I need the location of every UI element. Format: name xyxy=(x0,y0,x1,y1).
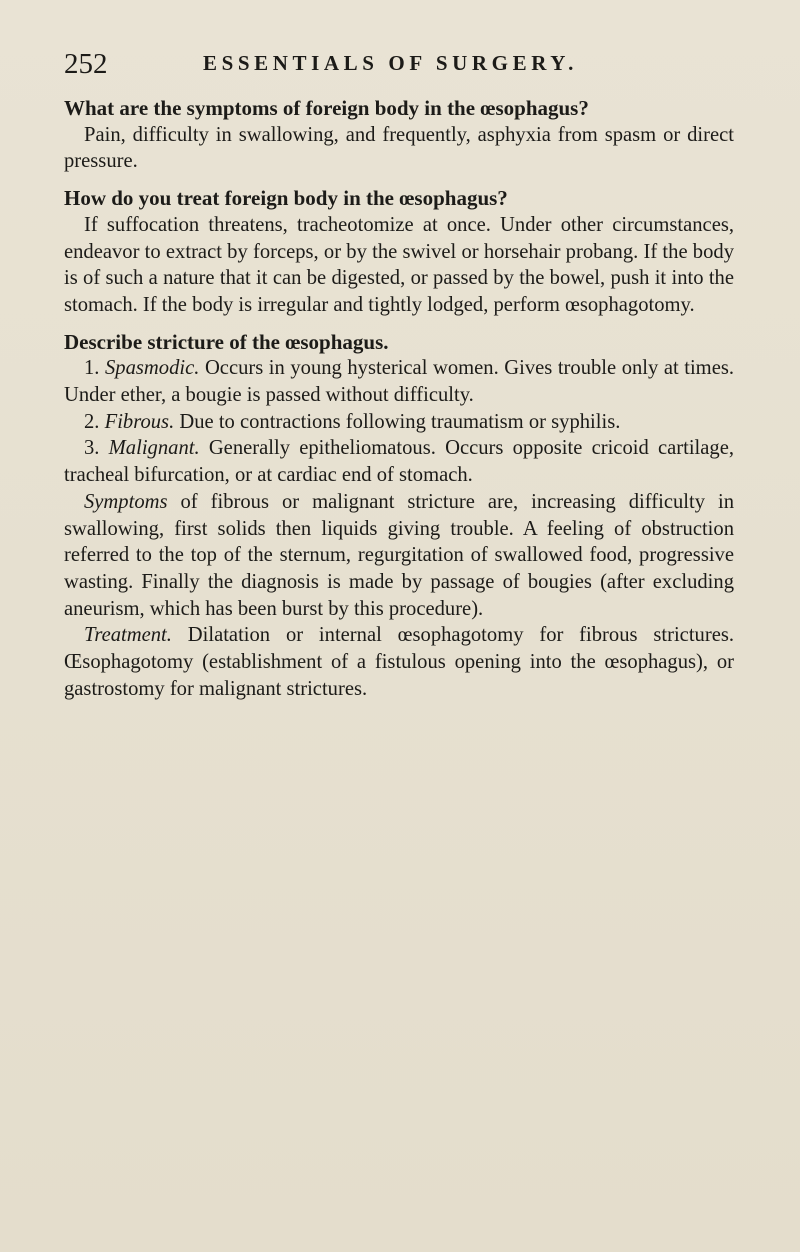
list-item xyxy=(64,409,734,436)
page-header xyxy=(64,48,704,82)
item-number: 1. xyxy=(84,357,100,380)
treatment-text: Dilatation or internal œsophagotomy for fibrous strictures. Œsophagotomy (establishment of a fistulous opening into the œsophagus), or gastrostomy for malignant strictures. xyxy=(64,624,734,700)
item-text: Generally epitheliomatous. Occurs opposite cricoid cartilage, tracheal bifurcation, or at cardiac end of stomach. xyxy=(64,437,734,487)
answer-paragraph: If suffocation threatens, tracheotomize at once. Under other circumstances, endeavor to extract by forceps, or by the swivel or horsehair probang. If the body is of such a nature that it can be digested, or passed by the bowel, push it into the stomach. If the body is irregular and tightly lodged, perform œsophagotomy. xyxy=(64,213,734,316)
question-heading: Describe stricture of the œsophagus. xyxy=(64,329,389,354)
item-term: Spasmodic. xyxy=(105,357,200,380)
item-term: Fibrous. xyxy=(104,410,175,433)
question-heading: What are the symptoms of foreign body in the œsophagus? xyxy=(64,96,589,120)
question-heading: How do you treat foreign body in the œsophagus? xyxy=(64,186,508,211)
answer-paragraph: Pain, difficulty in swallowing, and frequently, asphyxia from spasm or direct pressure. xyxy=(64,123,734,173)
item-number: 3. xyxy=(84,437,100,460)
item-text: Due to contractions following traumatism or syphilis. xyxy=(179,410,621,433)
list-item xyxy=(64,355,734,408)
list-item xyxy=(64,435,734,488)
page-number: 252 xyxy=(64,48,108,80)
treatment-paragraph xyxy=(64,622,734,702)
running-head: ESSENTIALS OF SURGERY. xyxy=(203,51,578,75)
item-number: 2. xyxy=(84,410,100,433)
treatment-term: Treatment. xyxy=(84,624,172,647)
item-term: Malignant. xyxy=(108,437,200,460)
symptoms-term: Symptoms xyxy=(84,490,168,513)
symptoms-text: of fibrous or malignant stricture are, increasing difficulty in swallowing, first solids then liquids giving trouble. A feeling of obstruction referred to the top of the sternum, regurgitation of swallowed food, progressive wasting. Finally the diagnosis is made by passage of bougies (after excluding aneurism, which has been burst by this procedure). xyxy=(64,490,734,620)
item-text: Occurs in young hysterical women. Gives trouble only at times. Under ether, a bougie is passed without difficulty. xyxy=(64,357,735,407)
symptoms-paragraph xyxy=(64,489,734,623)
page-body xyxy=(64,95,734,702)
